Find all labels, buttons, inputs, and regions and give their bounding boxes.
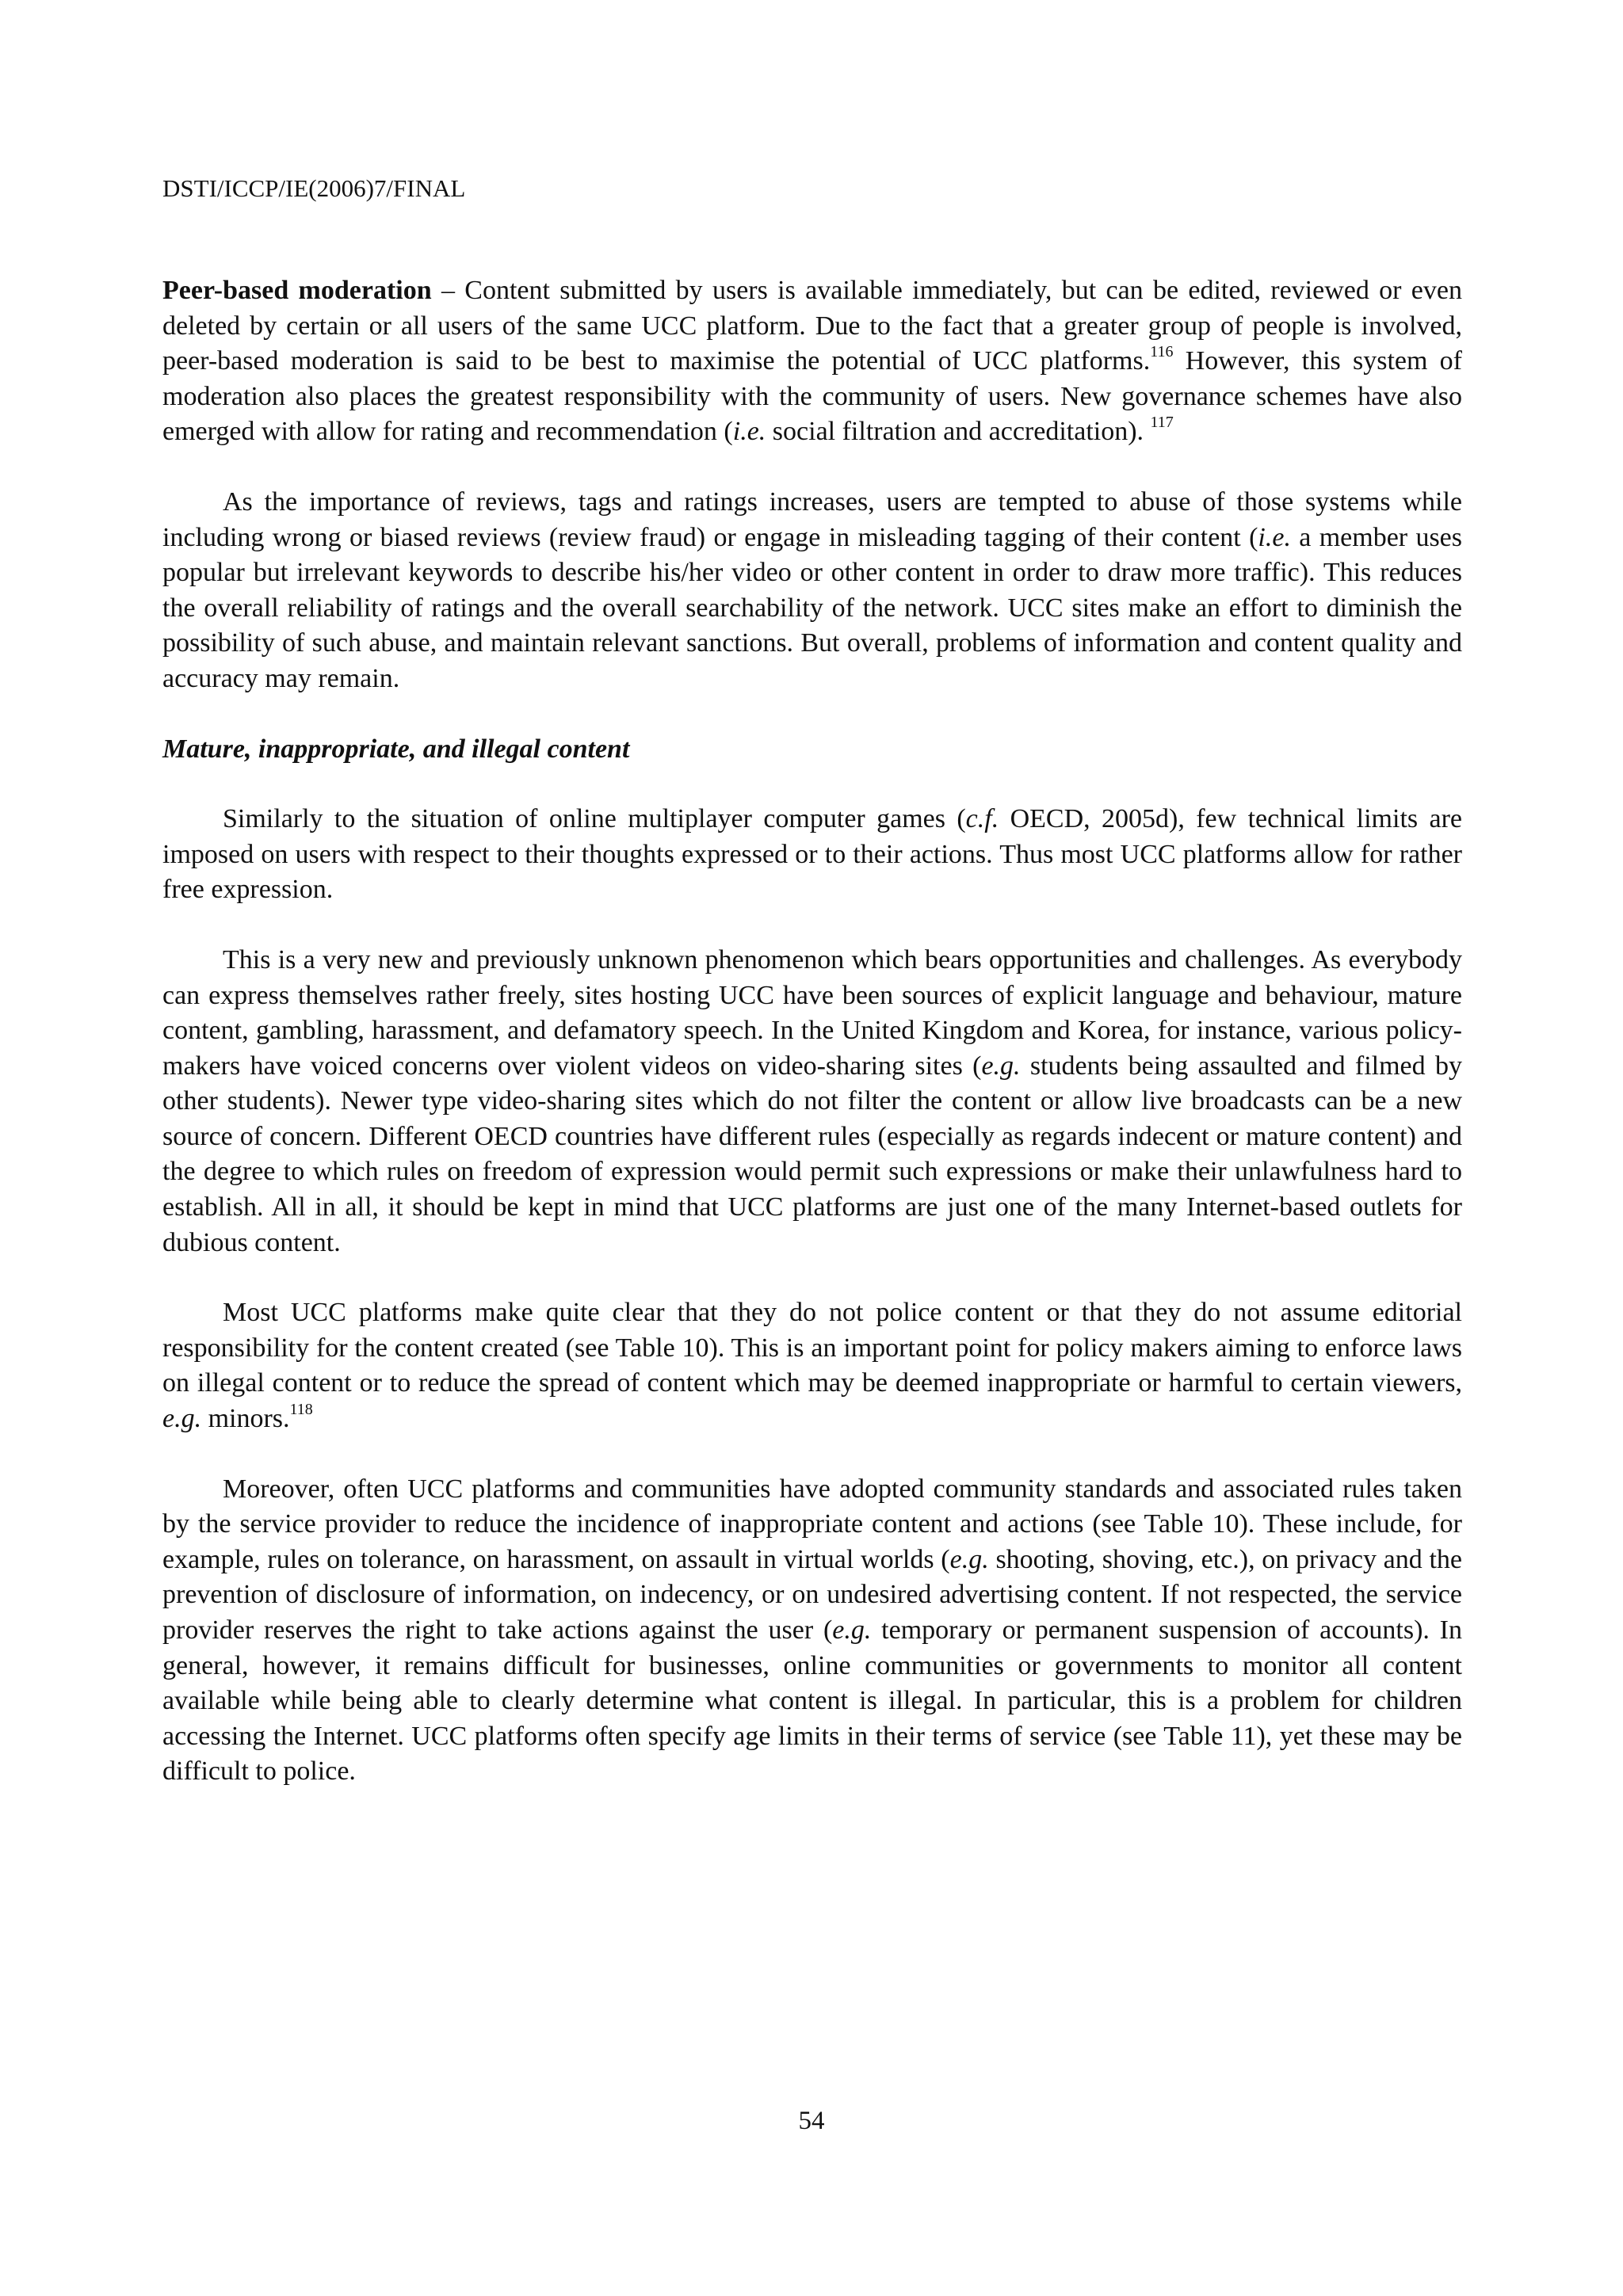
- paragraph-editorial-responsibility: [162, 1295, 1462, 1436]
- paragraph-peer-based-moderation: [162, 273, 1462, 450]
- footnote-ref-117[interactable]: 117: [1150, 414, 1174, 432]
- abbreviation-eg: e.g.: [162, 1404, 202, 1434]
- paragraph-free-expression: [162, 802, 1462, 908]
- paragraph-new-phenomenon: [162, 943, 1462, 1261]
- paragraph-text: – Content submitted by users is available immediately, but can be edited, reviewed or even deleted by certain or all users of the same UCC platform. Due to the fact that a greater group of people is involved, peer-based moderation is said to be best to maximise the potential of UCC platforms.: [162, 276, 1462, 376]
- document-reference: DSTI/ICCP/IE(2006)7/FINAL: [162, 174, 466, 202]
- abbreviation-cf: c.f.: [965, 804, 999, 834]
- term-peer-based-moderation: Peer-based moderation: [162, 276, 432, 305]
- paragraph-text: This is a very new and previously unknown phenomenon which bears opportunities and challenges. As everybody can express themselves rather freely, sites hosting UCC have been sources of explicit language and behaviour, mature content, gambling, harassment, and defamatory speech. In the United Kingdom and Korea, for instance, various policy-makers have voiced concerns over violent videos on video-sharing sites (: [162, 944, 1462, 1081]
- paragraph-text: students being assaulted and filmed by other students). Newer type video-sharing sites which do not filter the content or allow live broadcasts can be a new source of concern. Different OECD countries have different rules (especially as regards indecent or mature content) and the degree to which rules on freedom of expression would permit such expressions or make their unlawfulness hard to establish. All in all, it should be kept in mind that UCC platforms are just one of the many Internet-based outlets for dubious content.: [162, 1051, 1462, 1257]
- footnote-ref-116[interactable]: 116: [1150, 343, 1174, 361]
- body-text: [162, 273, 1462, 1825]
- paragraph-text: Moreover, often UCC platforms and communities have adopted community standards and associated rules taken by the service provider to reduce the incidence of inappropriate content and actions (see Table 10). These include, for example, rules on tolerance, on harassment, on assault in virtual worlds (: [162, 1474, 1462, 1574]
- paragraph-community-standards: [162, 1472, 1462, 1790]
- paragraph-text: Most UCC platforms make quite clear that they do not police content or that they do not assume editorial responsibility for the content created (see Table 10). This is an important point for policy makers aiming to enforce laws on illegal content or to reduce the spread of content which may be deemed inappropriate or harmful to certain viewers,: [162, 1298, 1462, 1398]
- paragraph-text: minors.: [201, 1404, 290, 1434]
- page-number: 54: [798, 2107, 825, 2135]
- paragraph-text: Similarly to the situation of online multiplayer computer games (: [223, 804, 966, 834]
- paragraph-text: social filtration and accreditation).: [766, 417, 1151, 447]
- abbreviation-eg: e.g.: [832, 1615, 872, 1645]
- abbreviation-eg: e.g.: [981, 1051, 1021, 1081]
- paragraph-text: a member uses popular but irrelevant keywords to describe his/her video or other content in order to draw more traffic). This reduces the overall reliability of ratings and the overall searchability of the network. UCC sites make an effort to diminish the possibility of such abuse, and maintain relevant sanctions. But overall, problems of information and content quality and accuracy may remain.: [162, 522, 1463, 693]
- paragraph-text: OECD, 2005d), few technical limits are imposed on users with respect to their thoughts expressed or to their actions. Thus most UCC platforms allow for rather free expression.: [162, 804, 1462, 905]
- paragraph-text: temporary or permanent suspension of accounts). In general, however, it remains difficult for businesses, online communities or governments to monitor all content available while being able to clearly determine what content is illegal. In particular, this is a problem for children accessing the Internet. UCC platforms often specify age limits in their terms of service (see Table 11), yet these may be difficult to police.: [162, 1615, 1462, 1787]
- paragraph-review-abuse: [162, 485, 1462, 697]
- abbreviation-ie: i.e.: [732, 417, 766, 447]
- paragraph-text: However, this system of moderation also places the greatest responsibility with the community of users. New governance schemes have also emerged with allow for rating and recommendation (: [162, 346, 1462, 447]
- paragraph-text: As the importance of reviews, tags and ratings increases, users are tempted to abuse of those systems while including wrong or biased reviews (review fraud) or engage in misleading tagging of their content (: [162, 486, 1462, 552]
- section-heading: Mature, inappropriate, and illegal content: [162, 734, 630, 764]
- abbreviation-ie: i.e.: [1258, 522, 1291, 552]
- footnote-ref-118[interactable]: 118: [289, 1401, 313, 1419]
- paragraph-text: shooting, shoving, etc.), on privacy and the prevention of disclosure of information, on indecency, or on undesired advertising content. If not respected, the service provider reserves the right to take actions against the user (: [162, 1544, 1462, 1645]
- abbreviation-eg: e.g.: [949, 1544, 989, 1574]
